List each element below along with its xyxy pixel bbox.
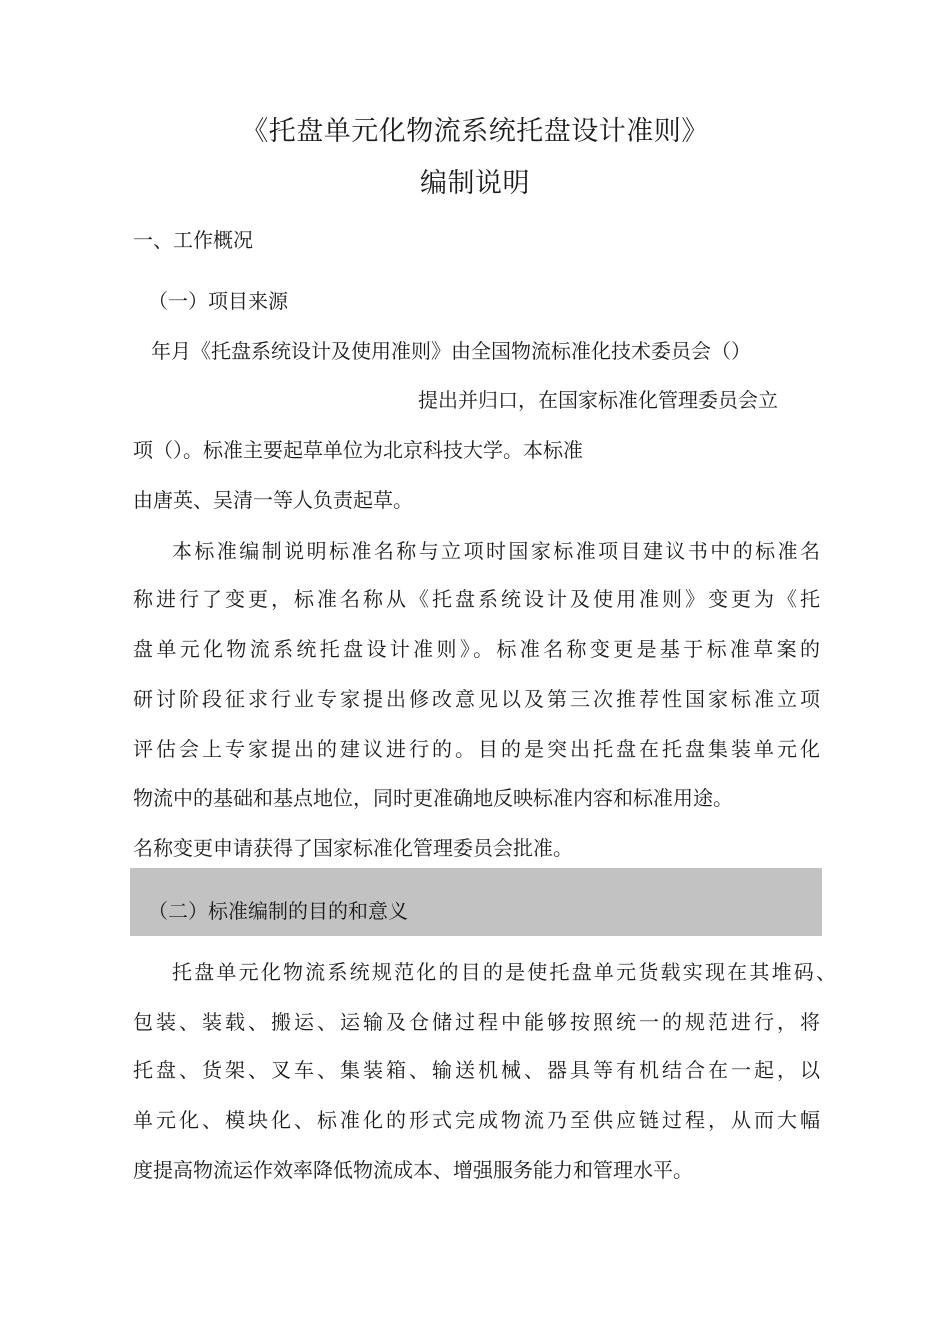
paragraph-3-line-5: 度提高物流运作效率降低物流成本、增强服务能力和管理水平。: [133, 1158, 693, 1182]
paragraph-2-line-2: [133, 584, 820, 614]
paragraph-1-line-2: 提出并归口，在国家标准化管理委员会立: [418, 388, 778, 412]
paragraph-2-line-5: [133, 734, 820, 764]
paragraph-2-line-1-text: 本标准编制说明标准名称与立项时国家标准项目建议书中的标准名: [172, 539, 820, 563]
paragraph-3-line-2-text: 包装、装载、搬运、运输及仓储过程中能够按照统一的规范进行，将: [133, 1010, 820, 1034]
paragraph-3-line-1-text: 托盘单元化物流系统规范化的目的是使托盘单元货载实现在其堆码、: [172, 960, 836, 984]
subsection-heading-project-source: （一）项目来源: [148, 289, 288, 313]
paragraph-3-line-4: [133, 1105, 820, 1135]
paragraph-2-line-3: [133, 634, 820, 664]
paragraph-2-line-1: [172, 536, 820, 566]
subsection-heading-purpose: （二）标准编制的目的和意义: [148, 899, 408, 923]
paragraph-1-line-4: 由唐英、吴清一等人负责起草。: [133, 488, 413, 512]
paragraph-2-line-4: [133, 684, 820, 714]
paragraph-2-line-6: 物流中的基础和基点地位，同时更准确地反映标准内容和标准用途。: [133, 786, 733, 810]
document-subtitle: 编制说明: [420, 168, 530, 199]
paragraph-2-line-3-text: 盘单元化物流系统托盘设计准则》。标准名称变更是基于标准草案的: [133, 637, 820, 661]
document-title: 《托盘单元化物流系统托盘设计准则》: [241, 116, 709, 147]
paragraph-3-line-3-text: 托盘、货架、叉车、集装箱、输送机械、器具等有机结合在一起，以: [133, 1058, 820, 1082]
paragraph-3-line-2: [133, 1007, 820, 1037]
paragraph-3-line-1: [172, 957, 836, 987]
section-heading-work-overview: 一、工作概况: [133, 228, 253, 252]
paragraph-2-line-5-text: 评估会上专家提出的建议进行的。目的是突出托盘在托盘集装单元化: [133, 737, 820, 761]
paragraph-1-line-3: 项（）。标准主要起草单位为北京科技大学。本标准: [133, 438, 583, 462]
paragraph-2-line-7: 名称变更申请获得了国家标准化管理委员会批准。: [133, 836, 573, 860]
paragraph-3-line-4-text: 单元化、模块化、标准化的形式完成物流乃至供应链过程，从而大幅: [133, 1108, 820, 1132]
paragraph-2-line-4-text: 研讨阶段征求行业专家提出修改意见以及第三次推荐性国家标准立项: [133, 687, 820, 711]
paragraph-2-line-2-text: 称进行了变更，标准名称从《托盘系统设计及使用准则》变更为《托: [133, 587, 820, 611]
paragraph-1-line-1: 年月《托盘系统设计及使用准则》由全国物流标准化技术委员会（）: [151, 339, 751, 363]
paragraph-3-line-3: [133, 1055, 820, 1085]
